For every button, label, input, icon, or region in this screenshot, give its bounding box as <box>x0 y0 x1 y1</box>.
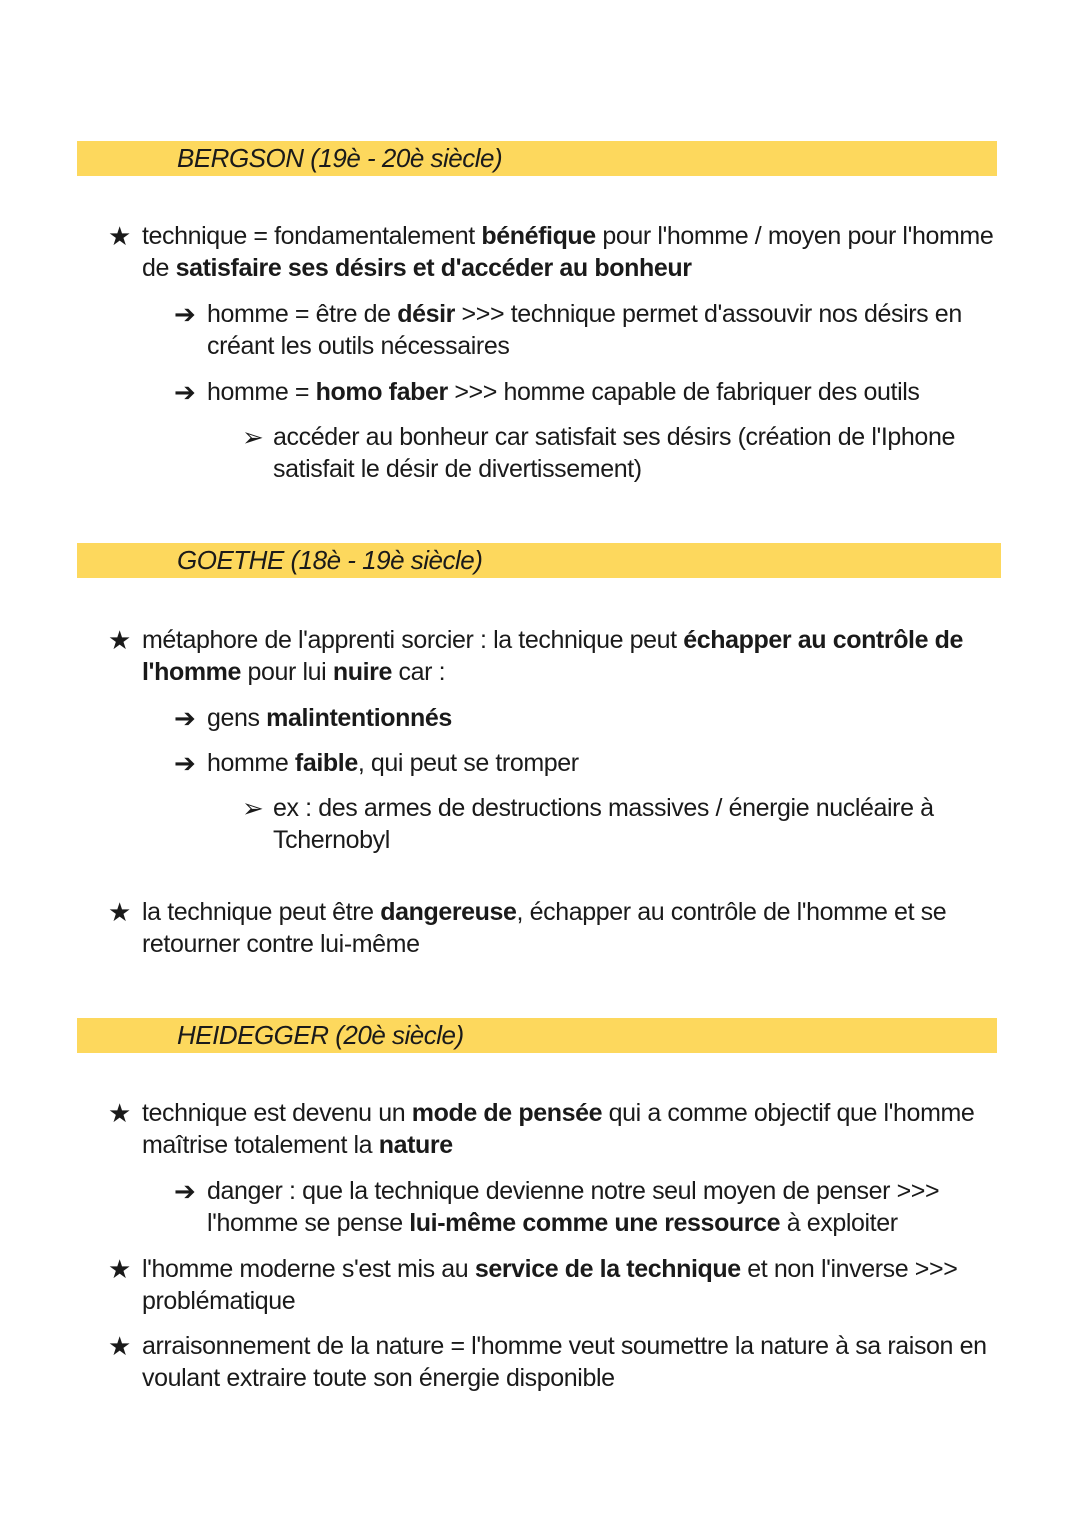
bullet-line: retourner contre lui-même <box>142 930 420 958</box>
section-title: HEIDEGGER (20è siècle) <box>177 1020 464 1050</box>
arrow-line: homme faible, qui peut se tromper <box>207 749 579 777</box>
bullet-line: l'homme moderne s'est mis au service de la technique et non l'inverse >>> <box>142 1255 958 1283</box>
star-icon: ★ <box>108 221 132 251</box>
bullet-line: maîtrise totalement la nature <box>142 1131 453 1159</box>
bullet-line: l'homme pour lui nuire car : <box>142 658 446 686</box>
arrow-line: homme = homo faber >>> homme capable de fabriquer des outils <box>207 378 920 406</box>
star-icon: ★ <box>108 897 132 927</box>
arrow-line: l'homme se pense lui-même comme une ressource à exploiter <box>207 1209 898 1237</box>
bullet-line: technique = fondamentalement bénéfique pour l'homme / moyen pour l'homme <box>142 222 994 250</box>
section-header-heidegger <box>77 1018 997 1053</box>
arrowhead-icon: ➢ <box>242 793 264 823</box>
star-icon: ★ <box>108 1098 132 1128</box>
sub-line: accéder au bonheur car satisfait ses désirs (création de l'Iphone <box>273 423 955 451</box>
sub-line: ex : des armes de destructions massives / énergie nucléaire à <box>273 794 934 822</box>
bullet-line: technique est devenu un mode de pensée qui a comme objectif que l'homme <box>142 1099 975 1127</box>
arrowhead-icon: ➢ <box>242 422 264 452</box>
sub-line: satisfait le désir de divertissement) <box>273 455 642 483</box>
section-title: BERGSON (19è - 20è siècle) <box>177 143 503 173</box>
star-icon: ★ <box>108 1254 132 1284</box>
bullet-line: de satisfaire ses désirs et d'accéder au bonheur <box>142 254 692 282</box>
arrow-right-icon: ➔ <box>174 703 196 733</box>
star-icon: ★ <box>108 1331 132 1361</box>
arrow-line: créant les outils nécessaires <box>207 332 510 360</box>
bullet-line: problématique <box>142 1287 296 1315</box>
arrow-line: homme = être de désir >>> technique permet d'assouvir nos désirs en <box>207 300 962 328</box>
sub-line: Tchernobyl <box>273 826 390 854</box>
section-header-goethe <box>77 543 1001 578</box>
arrow-right-icon: ➔ <box>174 299 196 329</box>
section-title: GOETHE (18è - 19è siècle) <box>177 545 483 575</box>
star-icon: ★ <box>108 625 132 655</box>
bullet-line: la technique peut être dangereuse, échapper au contrôle de l'homme et se <box>142 898 947 926</box>
bullet-line: voulant extraire toute son énergie disponible <box>142 1364 615 1392</box>
section-header-bergson <box>77 141 997 176</box>
arrow-right-icon: ➔ <box>174 748 196 778</box>
arrow-right-icon: ➔ <box>174 377 196 407</box>
arrow-line: gens malintentionnés <box>207 704 452 732</box>
bullet-line: métaphore de l'apprenti sorcier : la technique peut échapper au contrôle de <box>142 626 964 654</box>
bullet-line: arraisonnement de la nature = l'homme veut soumettre la nature à sa raison en <box>142 1332 987 1360</box>
arrow-line: danger : que la technique devienne notre seul moyen de penser >>> <box>207 1177 940 1205</box>
arrow-right-icon: ➔ <box>174 1176 196 1206</box>
